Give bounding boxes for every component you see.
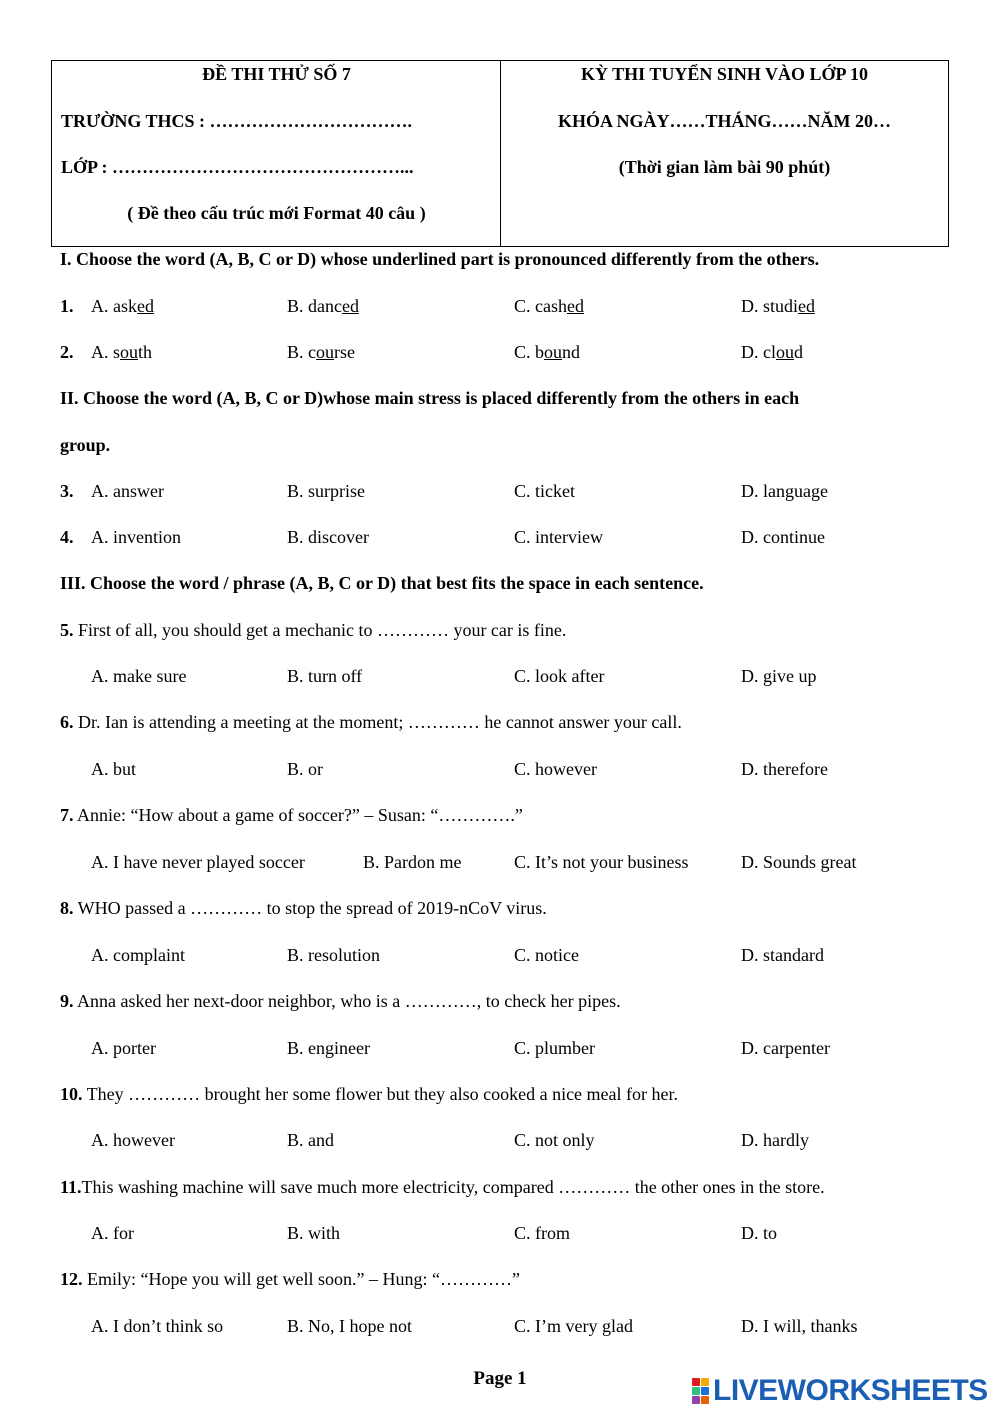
question-12-option-c[interactable]: C. I’m very glad <box>514 1316 633 1336</box>
section-1-title: I. Choose the word (A, B, C or D) whose underlined part is pronounced differently from the others. <box>60 249 820 269</box>
question-6-option-c[interactable]: C. however <box>514 759 597 779</box>
question-3-number: 3. <box>60 481 74 501</box>
question-12-option-a[interactable]: A. I don’t think so <box>91 1316 224 1336</box>
question-5-option-d[interactable]: D. give up <box>741 666 817 686</box>
question-1-option-d[interactable]: D. studied <box>741 296 816 316</box>
question-1-option-c[interactable]: C. cashed <box>514 296 584 316</box>
page-number: Page 1 <box>473 1368 527 1389</box>
question-6-stem: 6. Dr. Ian is attending a meeting at the moment; ………… he cannot answer your call. <box>60 712 682 732</box>
question-11-option-c[interactable]: C. from <box>514 1223 570 1243</box>
question-2-option-b[interactable]: B. course <box>287 342 355 362</box>
section-2-title-line-2: group. <box>60 435 111 455</box>
section-3-title: III. Choose the word / phrase (A, B, C or D) that best fits the space in each sentence. <box>60 573 704 593</box>
question-9-option-d[interactable]: D. carpenter <box>741 1038 830 1058</box>
question-4-option-d[interactable]: D. continue <box>741 527 825 547</box>
format-note: ( Đề theo cấu trúc mới Format 40 câu ) <box>127 203 426 223</box>
question-4-option-a[interactable]: A. invention <box>91 527 181 547</box>
question-6-option-b[interactable]: B. or <box>287 759 323 779</box>
question-7-option-a[interactable]: A. I have never played soccer <box>91 852 305 872</box>
question-2-option-d[interactable]: D. cloud <box>741 342 803 362</box>
exam-duration: (Thời gian làm bài 90 phút) <box>618 157 831 177</box>
question-9-stem: 9. Anna asked her next-door neighbor, who is a …………, to check her pipes. <box>60 991 621 1011</box>
class-line: LỚP : …………………………………………... <box>61 157 414 177</box>
question-10-option-a[interactable]: A. however <box>91 1130 175 1150</box>
question-11-option-a[interactable]: A. for <box>91 1223 134 1243</box>
question-6-option-d[interactable]: D. therefore <box>741 759 828 779</box>
exam-name: KỲ THI TUYỂN SINH VÀO LỚP 10 <box>580 64 869 84</box>
header-left-cell <box>52 61 501 246</box>
question-2-option-a[interactable]: A. south <box>91 342 153 362</box>
question-10-option-d[interactable]: D. hardly <box>741 1130 809 1150</box>
question-1-number: 1. <box>60 296 74 316</box>
question-8-option-b[interactable]: B. resolution <box>287 945 380 965</box>
question-11-stem: 11.This washing machine will save much more electricity, compared ………… the other ones in the store. <box>60 1177 825 1197</box>
question-7-option-c[interactable]: C. It’s not your business <box>514 852 689 872</box>
question-3-option-a[interactable]: A. answer <box>91 481 164 501</box>
question-4-number: 4. <box>60 527 74 547</box>
question-5-option-c[interactable]: C. look after <box>514 666 605 686</box>
liveworksheets-logo-icon <box>692 1378 709 1404</box>
question-3-option-c[interactable]: C. ticket <box>514 481 575 501</box>
question-9-option-a[interactable]: A. porter <box>91 1038 156 1058</box>
question-5-option-a[interactable]: A. make sure <box>91 666 187 686</box>
question-12-stem: 12. Emily: “Hope you will get well soon.” – Hung: “…………” <box>60 1269 520 1289</box>
liveworksheets-brand-text: LIVEWORKSHEETS <box>713 1374 988 1407</box>
question-9-option-c[interactable]: C. plumber <box>514 1038 595 1058</box>
question-1-option-a[interactable]: A. asked <box>91 296 154 316</box>
question-3-option-b[interactable]: B. surprise <box>287 481 365 501</box>
header-right-cell <box>501 61 948 246</box>
question-8-option-c[interactable]: C. notice <box>514 945 579 965</box>
question-2-option-c[interactable]: C. bound <box>514 342 581 362</box>
liveworksheets-logo <box>692 1374 988 1408</box>
question-10-stem: 10. They ………… brought her some flower but they also cooked a nice meal for her. <box>60 1084 679 1104</box>
exam-header-table <box>51 60 949 247</box>
question-10-option-c[interactable]: C. not only <box>514 1130 595 1150</box>
question-7-option-b[interactable]: B. Pardon me <box>363 852 462 872</box>
question-7-option-d[interactable]: D. Sounds great <box>741 852 857 872</box>
question-5-option-b[interactable]: B. turn off <box>287 666 363 686</box>
question-7-stem: 7. Annie: “How about a game of soccer?” – Susan: “………….” <box>60 805 523 825</box>
question-8-option-d[interactable]: D. standard <box>741 945 824 965</box>
question-4-option-b[interactable]: B. discover <box>287 527 369 547</box>
question-3-option-d[interactable]: D. language <box>741 481 828 501</box>
question-10-option-b[interactable]: B. and <box>287 1130 334 1150</box>
question-12-option-d[interactable]: D. I will, thanks <box>741 1316 858 1336</box>
question-1-option-b[interactable]: B. danced <box>287 296 359 316</box>
question-6-option-a[interactable]: A. but <box>91 759 136 779</box>
question-8-option-a[interactable]: A. complaint <box>91 945 185 965</box>
question-11-option-d[interactable]: D. to <box>741 1223 777 1243</box>
school-line: TRƯỜNG THCS : ……………………………. <box>61 111 413 131</box>
exam-date: KHÓA NGÀY……THÁNG……NĂM 20… <box>558 111 891 131</box>
exam-title: ĐỀ THI THỬ SỐ 7 <box>202 64 351 84</box>
question-5-stem: 5. First of all, you should get a mechanic to ………… your car is fine. <box>60 620 567 640</box>
question-11-option-b[interactable]: B. with <box>287 1223 341 1243</box>
section-2-title-line-1: II. Choose the word (A, B, C or D)whose main stress is placed differently from the others in each <box>60 388 800 408</box>
question-9-option-b[interactable]: B. engineer <box>287 1038 370 1058</box>
question-12-option-b[interactable]: B. No, I hope not <box>287 1316 412 1336</box>
question-8-stem: 8. WHO passed a ………… to stop the spread of 2019-nCoV virus. <box>60 898 547 918</box>
question-2-number: 2. <box>60 342 74 362</box>
question-4-option-c[interactable]: C. interview <box>514 527 603 547</box>
